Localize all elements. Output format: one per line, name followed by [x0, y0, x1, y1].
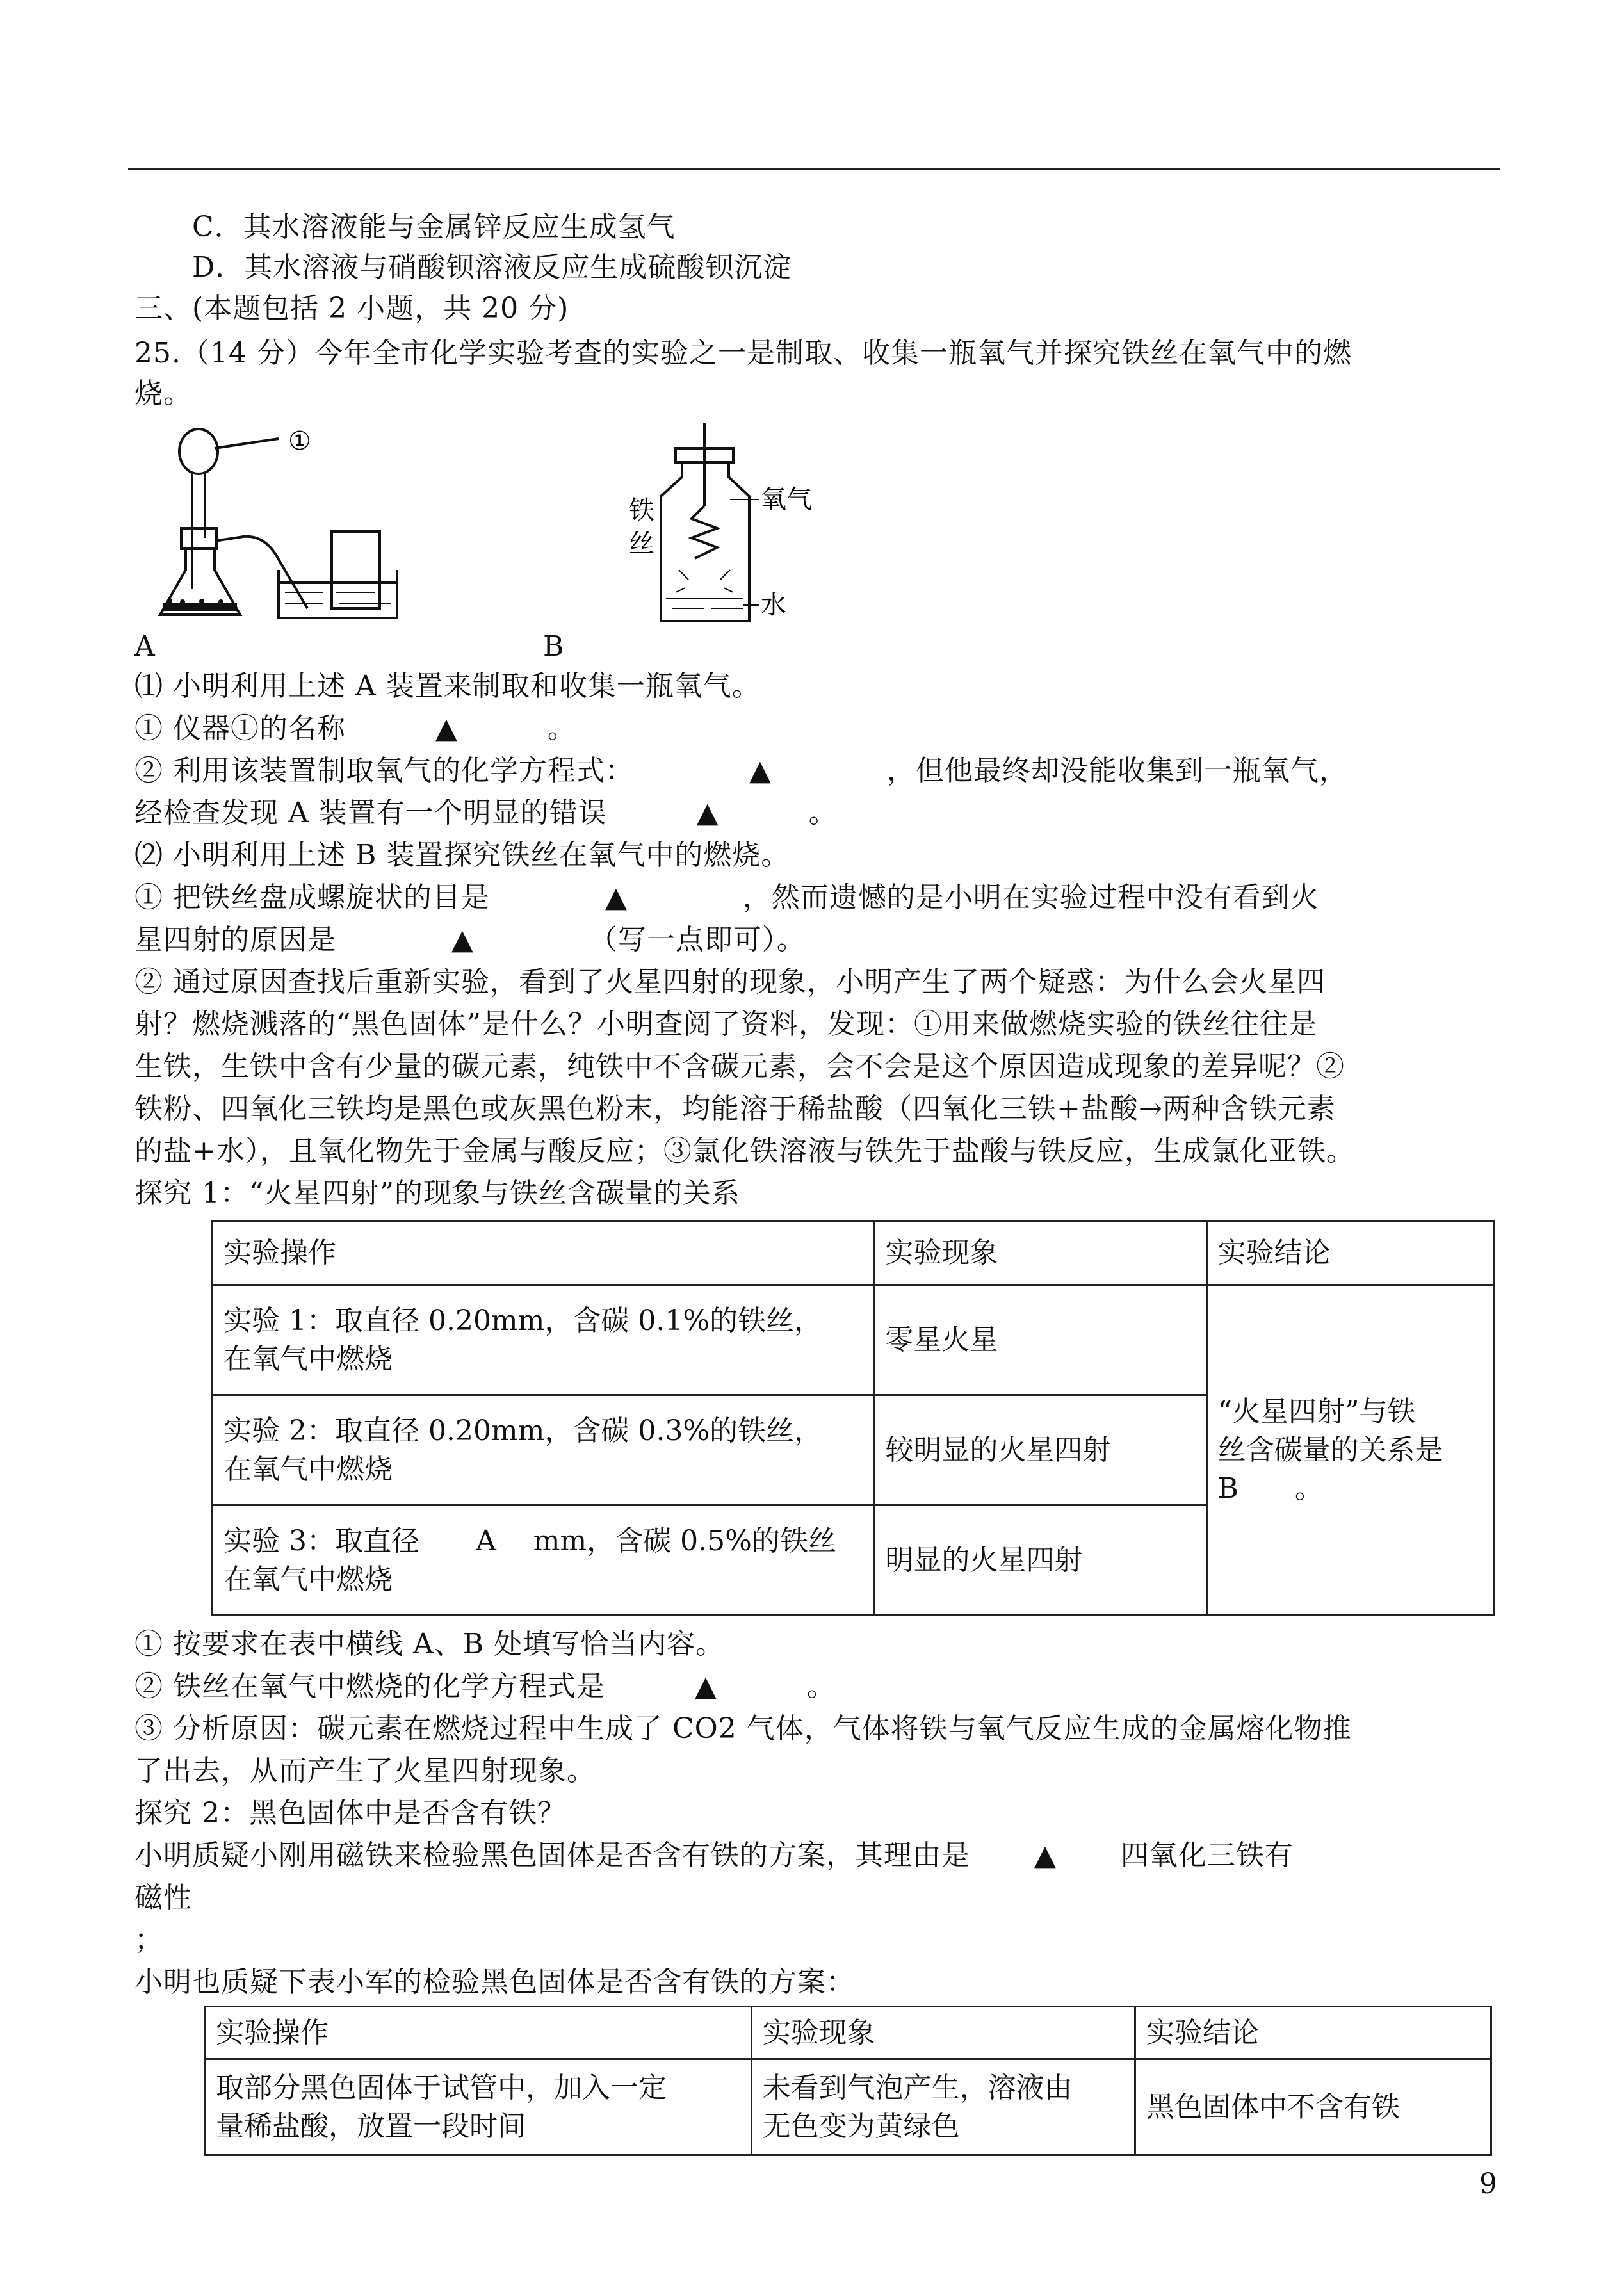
- table1-row1-op: 实验 1：取直径 0.20mm，含碳 0.1%的铁丝， 在氧气中燃烧: [213, 1285, 874, 1395]
- explore-2-heading: 探究 2：黑色固体中是否含有铁？: [134, 1797, 566, 1829]
- table1-header-conc: 实验结论: [1206, 1221, 1495, 1285]
- page-number: 9: [1479, 2168, 1497, 2200]
- table1-header-op: 实验操作: [213, 1221, 874, 1285]
- part2-text-5: 的盐+水），且氧化物先于金属与酸反应；③氯化铁溶液与铁先于盐酸与铁反应，生成氯化亚铁。: [134, 1135, 1355, 1167]
- apparatus-marker: ①: [288, 426, 311, 456]
- part2-question-a: ① 把铁丝盘成螺旋状的目是 ▲ ，然而遗憾的是小明在实验过程中没有看到火: [134, 881, 1319, 914]
- part1-intro: ⑴ 小明利用上述 A 装置来制取和收集一瓶氧气。: [134, 670, 761, 702]
- after-table1-b: ② 铁丝在氧气中燃烧的化学方程式是 ▲ 。: [134, 1670, 836, 1703]
- table2-header-phen: 实验现象: [751, 2007, 1135, 2059]
- explore-1-heading: 探究 1：“火星四射”的现象与铁丝含碳量的关系: [134, 1177, 740, 1210]
- iron-label-1: 铁: [629, 496, 654, 525]
- explore-2-question: 小明质疑小刚用磁铁来检验黑色固体是否含有铁的方案，其理由是 ▲ 四氧化三铁有: [134, 1839, 1294, 1872]
- table1-row3-phen: 明显的火星四射: [874, 1505, 1206, 1616]
- table2-conc: 黑色固体中不含有铁: [1135, 2059, 1491, 2155]
- after-table1-c1: ③ 分析原因：碳元素在燃烧过程中生成了 CO2 气体，气体将铁与氧气反应生成的金属熔化物推: [134, 1712, 1352, 1745]
- q25-stem-line1: 25.（14 分）今年全市化学实验考查的实验之一是制取、收集一瓶氧气并探究铁丝在氧气中的燃: [134, 337, 1352, 369]
- after-table1-c2: 了出去，从而产生了火星四射现象。: [134, 1755, 596, 1787]
- part2-text-1: ② 通过原因查找后重新实验，看到了火星四射的现象，小明产生了两个疑惑：为什么会火星四: [134, 966, 1326, 998]
- part1-question-b: ② 利用该装置制取氧气的化学方程式： ▲ ，但他最终却没能收集到一瓶氧气，: [134, 754, 1348, 787]
- part2-text-3: 生铁，生铁中含有少量的碳元素，纯铁中不含碳元素，会不会是这个原因造成现象的差异呢？②: [134, 1050, 1345, 1083]
- part2-text-2: 射？燃烧溅落的“黑色固体”是什么？小明查阅了资料，发现：①用来做燃烧实验的铁丝往往是: [134, 1008, 1317, 1041]
- table1-row3-op: 实验 3：取直径 A mm，含碳 0.5%的铁丝 在氧气中燃烧: [213, 1505, 874, 1616]
- oxygen-label: 氧气: [761, 485, 812, 514]
- table2-phen: 未看到气泡产生，溶液由 无色变为黄绿色: [751, 2059, 1135, 2155]
- water-label: 水: [761, 590, 786, 620]
- table1-header-phen: 实验现象: [874, 1221, 1206, 1285]
- explore-2-semicolon: ；: [134, 1924, 163, 1956]
- section-heading: 三、(本题包括 2 小题，共 20 分): [134, 292, 569, 325]
- table2-op: 取部分黑色固体于试管中，加入一定 量稀盐酸，放置一段时间: [205, 2059, 752, 2155]
- q25-stem-line2: 烧。: [134, 377, 192, 410]
- apparatus-a-figure: [150, 423, 419, 628]
- part2-intro: ⑵ 小明利用上述 B 装置探究铁丝在氧气中的燃烧。: [134, 839, 790, 872]
- experiment-table-2: [204, 2006, 1492, 2156]
- experiment-table-1: [211, 1220, 1495, 1616]
- explore-2-question-line2: 磁性: [134, 1881, 192, 1914]
- table1-row1-phen: 零星火星: [874, 1285, 1206, 1395]
- figure-b-label: B: [543, 630, 565, 663]
- part2-question-b: 星四射的原因是 ▲ （写一点即可）。: [134, 923, 806, 956]
- option-d: D．其水溶液与硝酸钡溶液反应生成硫酸钡沉淀: [192, 251, 792, 284]
- header-rule: [128, 168, 1500, 170]
- table1-row2-phen: 较明显的火星四射: [874, 1395, 1206, 1505]
- apparatus-b-figure: [615, 416, 845, 634]
- table2-header-conc: 实验结论: [1135, 2007, 1491, 2059]
- iron-label-2: 丝: [629, 529, 654, 558]
- table2-header-op: 实验操作: [205, 2007, 752, 2059]
- table1-conclusion: “火星四射”与铁 丝含碳量的关系是 B 。: [1206, 1285, 1495, 1616]
- after-table1-a: ① 按要求在表中横线 A、B 处填写恰当内容。: [134, 1628, 725, 1660]
- table1-row2-op: 实验 2：取直径 0.20mm，含碳 0.3%的铁丝， 在氧气中燃烧: [213, 1395, 874, 1505]
- part1-question-c: 经检查发现 A 装置有一个明显的错误 ▲ 。: [134, 797, 838, 829]
- part2-text-4: 铁粉、四氧化三铁均是黑色或灰黑色粉末，均能溶于稀盐酸（四氧化三铁+盐酸→两种含铁元素: [134, 1092, 1336, 1125]
- option-c: C．其水溶液能与金属锌反应生成氢气: [192, 211, 676, 243]
- part1-question-a: ① 仪器①的名称 ▲ 。: [134, 712, 576, 745]
- explore-2-scheme-intro: 小明也质疑下表小军的检验黑色固体是否含有铁的方案：: [134, 1966, 855, 1999]
- figure-a-label: A: [134, 630, 156, 663]
